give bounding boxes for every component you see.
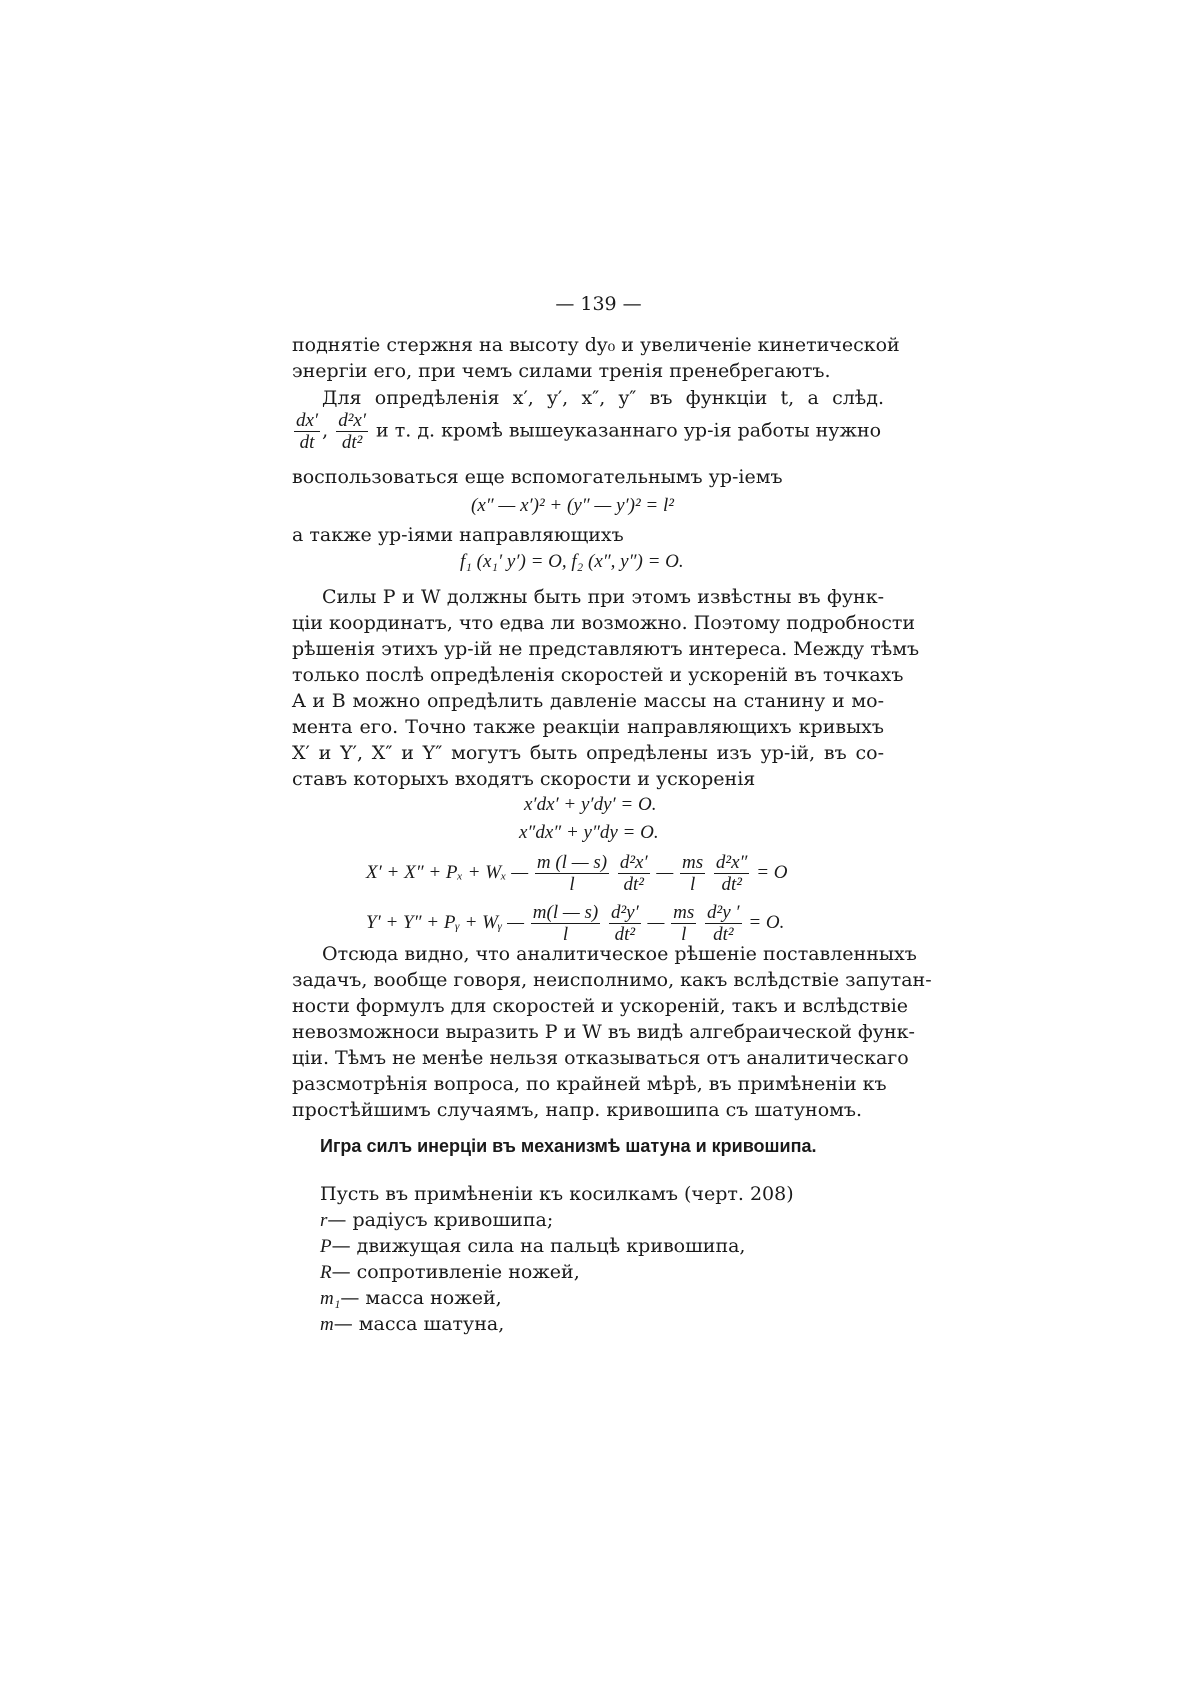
- paragraph3-line3: рѣшенія этихъ ур-ій не представляютъ интереса. Между тѣмъ: [292, 638, 920, 660]
- eq6-minus: —: [647, 911, 665, 933]
- paragraph3-line8: ставъ которыхъ входятъ скорости и ускоренія: [292, 768, 756, 790]
- paragraph4-line5: ціи. Тѣмъ не менѣе нельзя отказываться отъ аналитическаго: [292, 1047, 909, 1069]
- definition-m: m— масса шатуна,: [320, 1313, 505, 1335]
- paragraph3-line4: только послѣ опредѣленія скоростей и ускореній въ точкахъ: [292, 664, 904, 686]
- definition-R: R— сопротивленіе ножей,: [320, 1261, 580, 1283]
- eq6-fraction-2: $\frac{\text{d²y′}}{\text{dt²}}$: [610, 902, 639, 945]
- paragraph2-line1: Для опредѣленія x′, y′, x″, y″ въ функціи t, а слѣд.: [322, 387, 884, 409]
- eq5-minus: —: [656, 861, 674, 883]
- paragraph4-line7: простѣйшимъ случаямъ, напр. кривошипа съ шатуномъ.: [292, 1099, 863, 1121]
- eq5-fraction-3: $\frac{ms}{l}$: [682, 852, 704, 895]
- equation-reaction-x: [366, 852, 788, 895]
- equation-velocity-1: x′dx′ + y′dy′ = O.: [524, 794, 657, 815]
- paragraph3-line5: A и B можно опредѣлить давленіе массы на станину и мо-: [292, 690, 884, 712]
- paragraph4-line1: Отсюда видно, что аналитическое рѣшеніе поставленныхъ: [322, 943, 917, 965]
- fraction-dx-dt: $\frac{dx'}{dt}$: [296, 410, 319, 453]
- paragraph3-line7: X′ и Y′, X″ и Y″ могутъ быть опредѣлены изъ ур-ій, въ со-: [292, 742, 884, 764]
- paragraph3-line6: мента его. Точно также реакціи направляющихъ кривыхъ: [292, 716, 884, 738]
- eq6-fraction-3: $\frac{ms}{l}$: [673, 902, 695, 945]
- paragraph3-line2: ціи координатъ, что едва ли возможно. Поэтому подробности: [292, 612, 916, 634]
- page-number: — 139 —: [555, 293, 642, 315]
- also-text: а также ур-іями направляющихъ: [292, 524, 624, 546]
- equation-distance: (x″ — x′)² + (y″ — y′)² = l²: [471, 495, 674, 516]
- definition-r: r— радіусъ кривошипа;: [320, 1209, 554, 1231]
- paragraph4-line2: задачъ, вообще говоря, неисполнимо, какъ вслѣдствіе запутан-: [292, 969, 932, 991]
- paragraph4-line6: разсмотрѣнія вопроса, по крайней мѣрѣ, въ примѣненіи къ: [292, 1073, 887, 1095]
- paragraph3-line1: Силы P и W должны быть при этомъ извѣстны въ функ-: [322, 586, 884, 608]
- list-intro: Пусть въ примѣненіи къ косилкамъ (черт. 208): [320, 1183, 794, 1205]
- paragraph1-line2: энергіи его, при чемъ силами тренія пренебрегаютъ.: [292, 360, 831, 382]
- paragraph2-line2-text: и т. д. кромѣ вышеуказаннаго ур-ія работы нужно: [376, 419, 882, 442]
- definition-m1: m₁— масса ножей,: [320, 1287, 502, 1309]
- paragraph4-line3: ности формулъ для скоростей и ускореній, такъ и вслѣдствіе: [292, 995, 909, 1017]
- eq5-fraction-2: $\frac{\text{d²x′}}{\text{dt²}}$: [619, 852, 648, 895]
- eq6-lhs: Y′ + Y″ + Pᵧ + Wᵧ —: [366, 911, 525, 933]
- equation-velocity-2: x″dx″ + y″dy = O.: [519, 822, 659, 843]
- eq6-fraction-4: $\frac{\text{d²y ′}}{\text{dt²}}$: [707, 902, 740, 945]
- paragraph1-line1: поднятіе стержня на высоту dy₀ и увеличеніе кинетической: [292, 334, 900, 356]
- eq6-fraction-1: $\frac{m(l — s)}{l}$: [532, 902, 599, 945]
- equation-guides: f₁ (x₁′ y′) = O, f₂ (x″, y″) = O.: [460, 551, 684, 572]
- paragraph2-line2: $\frac{dx'}{dt}$ , $\frac{\text{d²x′}}{\text{dt²}}$ и т. д. кромѣ вышеуказаннаго ур-ія работы нужно: [296, 410, 882, 453]
- paragraph4-line4: невозможноси выразить P и W въ видѣ алгебраической функ-: [292, 1021, 915, 1043]
- eq5-fraction-4: $\frac{\text{d²x″}}{\text{dt²}}$: [715, 852, 748, 895]
- fraction-d2x-dt2: $\frac{\text{d²x′}}{\text{dt²}}$: [338, 410, 366, 453]
- definition-P: P— движущая сила на пальцѣ кривошипа,: [320, 1235, 746, 1257]
- section-heading: Игра силъ инерціи въ механизмѣ шатуна и кривошипа.: [320, 1136, 817, 1156]
- eq5-rhs: = O: [756, 861, 788, 883]
- paragraph2-line3: воспользоваться еще вспомогательнымъ ур-іемъ: [292, 466, 783, 488]
- eq5-fraction-1: $\frac{m (l — s)}{l}$: [536, 852, 608, 895]
- eq6-rhs: = O.: [748, 911, 785, 933]
- eq5-lhs: X′ + X″ + Pₓ + Wₓ —: [366, 861, 529, 883]
- equation-reaction-y: [366, 902, 784, 945]
